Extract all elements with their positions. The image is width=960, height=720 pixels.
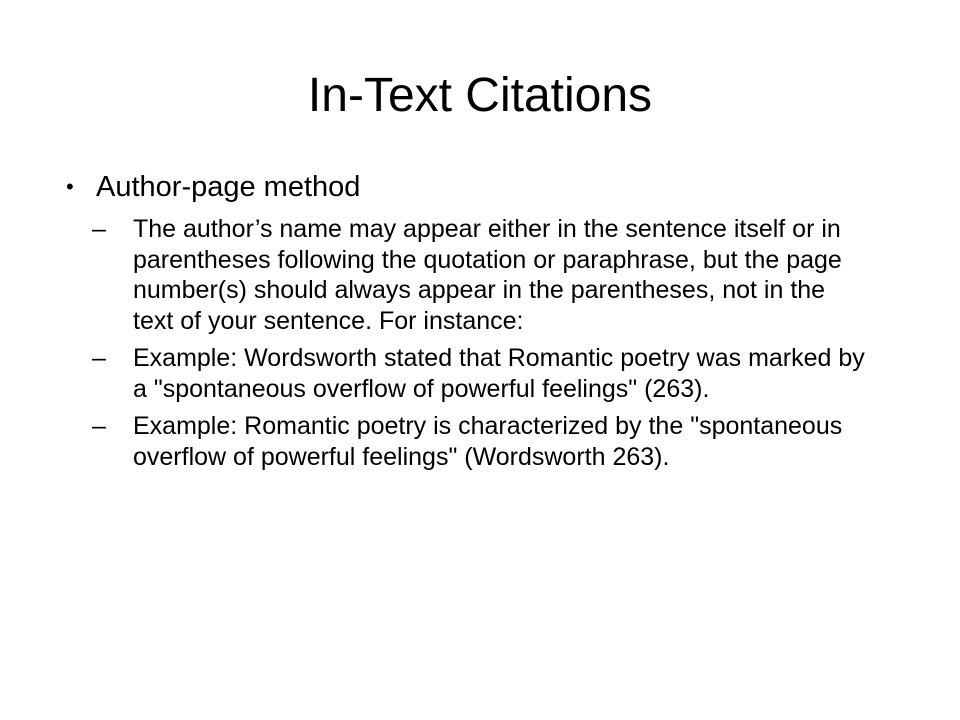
sub-bullet-item	[66, 214, 866, 336]
sub-bullet-text: Example: Wordsworth stated that Romantic poetry was marked by a "spontaneous overflow of powerful feelings" (263).	[133, 344, 865, 403]
dash-icon: –	[92, 215, 106, 243]
sub-bullet-item	[66, 411, 866, 472]
slide-content	[66, 168, 866, 479]
bullet-text: Author-page method	[96, 171, 361, 203]
bullet-author-page-method	[66, 168, 866, 206]
sub-bullet-text: Example: Romantic poetry is characterized by the "spontaneous overflow of powerful feelings" (Wordsworth 263).	[133, 412, 843, 471]
sub-bullet-list	[66, 214, 866, 472]
dash-icon: –	[92, 344, 106, 372]
bullet-dot-icon: •	[66, 174, 74, 199]
sub-bullet-item	[66, 343, 866, 404]
sub-bullet-text: The author’s name may appear either in the sentence itself or in parentheses following the quotation or paraphrase, but the page number(s) should always appear in the parentheses, not in the text of your sentence. For instance:	[133, 215, 842, 335]
slide-title: In-Text Citations	[307, 69, 653, 122]
dash-icon: –	[92, 412, 106, 440]
